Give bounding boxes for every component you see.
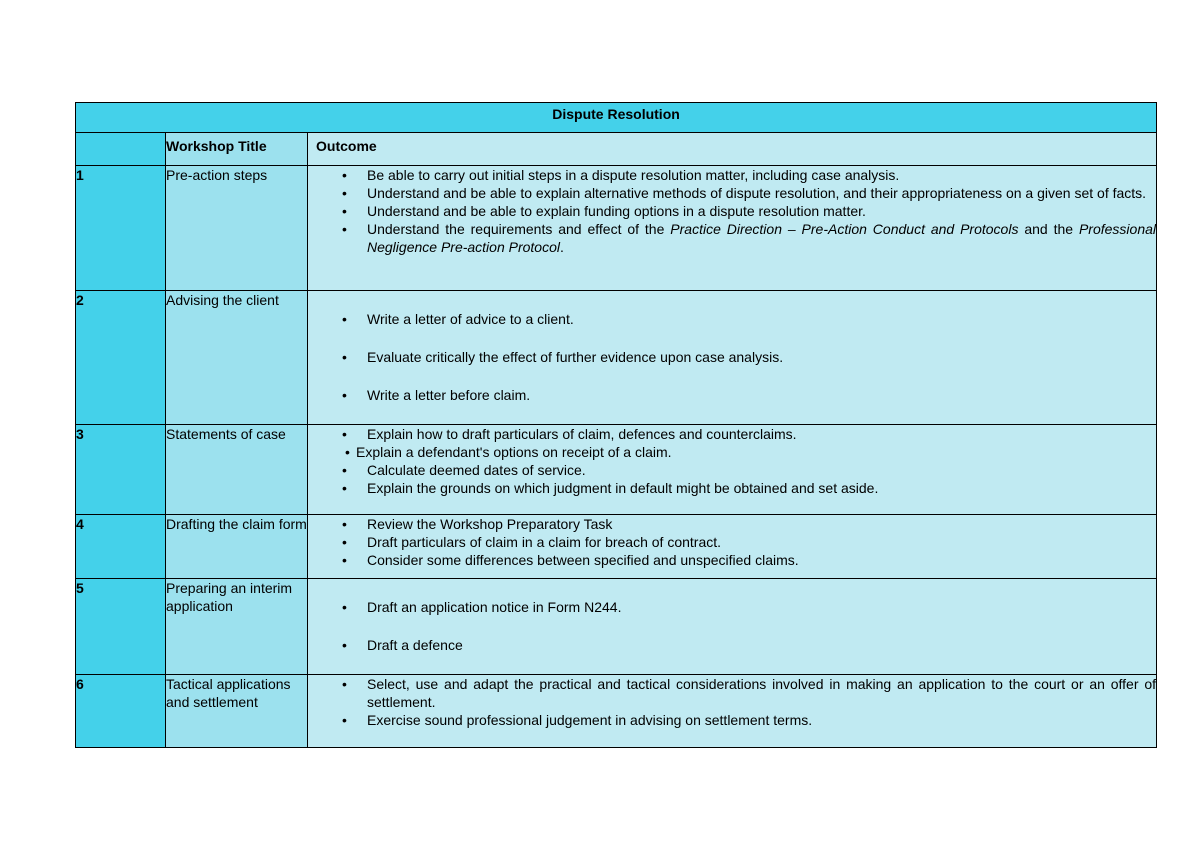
bullet-icon: • xyxy=(342,676,347,692)
bullet-icon: • xyxy=(342,185,347,201)
outcome-list xyxy=(308,310,1156,404)
bullet-icon: • xyxy=(342,534,347,550)
bullet-icon: • xyxy=(342,462,347,478)
workshop-title: Tactical applications and settlement xyxy=(166,675,308,748)
outcome-list xyxy=(308,425,1156,497)
table-row xyxy=(76,291,1157,425)
row-number: 6 xyxy=(76,675,166,748)
header-workshop-title: Workshop Title xyxy=(166,133,308,166)
bullet-icon: • xyxy=(342,311,347,327)
bullet-icon: • xyxy=(342,599,347,615)
table-row xyxy=(76,166,1157,291)
header-outcome: Outcome xyxy=(308,133,1157,166)
outcome-cell xyxy=(308,675,1157,748)
outcome-cell xyxy=(308,515,1157,579)
list-item: • Draft a defence xyxy=(342,637,463,653)
bullet-icon: • xyxy=(342,349,347,365)
outcome-cell xyxy=(308,291,1157,425)
workshop-title: Advising the client xyxy=(166,291,308,425)
row-number: 1 xyxy=(76,166,166,291)
bullet-icon: • xyxy=(342,426,347,442)
dispute-resolution-table xyxy=(75,102,1157,748)
list-item: • Explain the grounds on which judgment in default might be obtained and set aside. xyxy=(342,480,879,496)
table-row xyxy=(76,425,1157,515)
outcome-list xyxy=(308,675,1156,729)
list-item: • Draft an application notice in Form N244. xyxy=(342,599,622,615)
outcome-list xyxy=(308,166,1156,256)
header-row xyxy=(76,133,1157,166)
list-item: • Understand and be able to explain alternative methods of dispute resolution, and their appropriateness on a given set of facts. xyxy=(342,185,1147,201)
bullet-icon: • xyxy=(342,387,347,403)
bullet-icon: • xyxy=(342,480,347,496)
list-item: • Select, use and adapt the practical and tactical considerations involved in making an application to the court or an offer of settlement. xyxy=(342,676,1157,710)
table-row xyxy=(76,579,1157,675)
list-item: • Write a letter before claim. xyxy=(342,387,531,403)
bullet-icon: • xyxy=(342,221,347,237)
outcome-list xyxy=(308,515,1156,569)
row-number: 4 xyxy=(76,515,166,579)
table-title-row xyxy=(76,103,1157,133)
list-item: • Write a letter of advice to a client. xyxy=(342,311,574,327)
table-title: Dispute Resolution xyxy=(76,103,1157,133)
bullet-icon: • xyxy=(342,167,347,183)
list-item: • Draft particulars of claim in a claim for breach of contract. xyxy=(342,534,722,550)
workshop-title: Drafting the claim form xyxy=(166,515,308,579)
bullet-icon: • xyxy=(342,712,347,728)
row-number: 2 xyxy=(76,291,166,425)
list-item: • Understand and be able to explain funding options in a dispute resolution matter. xyxy=(342,203,866,219)
list-item: • Consider some differences between specified and unspecified claims. xyxy=(342,552,799,568)
list-item: • Explain a defendant's options on receipt of a claim. xyxy=(345,444,672,460)
workshop-title: Pre-action steps xyxy=(166,166,308,291)
list-item: • Exercise sound professional judgement in advising on settlement terms. xyxy=(342,712,813,728)
bullet-icon: • xyxy=(342,203,347,219)
list-item: • Calculate deemed dates of service. xyxy=(342,462,586,478)
list-item: • Review the Workshop Preparatory Task xyxy=(342,516,613,532)
bullet-icon: • xyxy=(345,444,350,460)
workshop-title: Statements of case xyxy=(166,425,308,515)
row-number: 3 xyxy=(76,425,166,515)
row-number: 5 xyxy=(76,579,166,675)
list-item: • Be able to carry out initial steps in a dispute resolution matter, including case analysis. xyxy=(342,167,900,183)
header-number xyxy=(76,133,166,166)
table-row xyxy=(76,515,1157,579)
list-item: • Explain how to draft particulars of claim, defences and counterclaims. xyxy=(342,426,797,442)
bullet-icon: • xyxy=(342,552,347,568)
workshop-title: Preparing an interim application xyxy=(166,579,308,675)
list-item: • Understand the requirements and effect of the Practice Direction – Pre-Action Conduct and Protocols and the Professional Negligence Pre-action Protocol. xyxy=(342,221,1157,255)
list-item: • Evaluate critically the effect of further evidence upon case analysis. xyxy=(342,349,784,365)
outcome-cell xyxy=(308,579,1157,675)
outcome-cell xyxy=(308,425,1157,515)
bullet-icon: • xyxy=(342,516,347,532)
outcome-list xyxy=(308,598,1156,654)
outcome-cell xyxy=(308,166,1157,291)
bullet-icon: • xyxy=(342,637,347,653)
table-row xyxy=(76,675,1157,748)
